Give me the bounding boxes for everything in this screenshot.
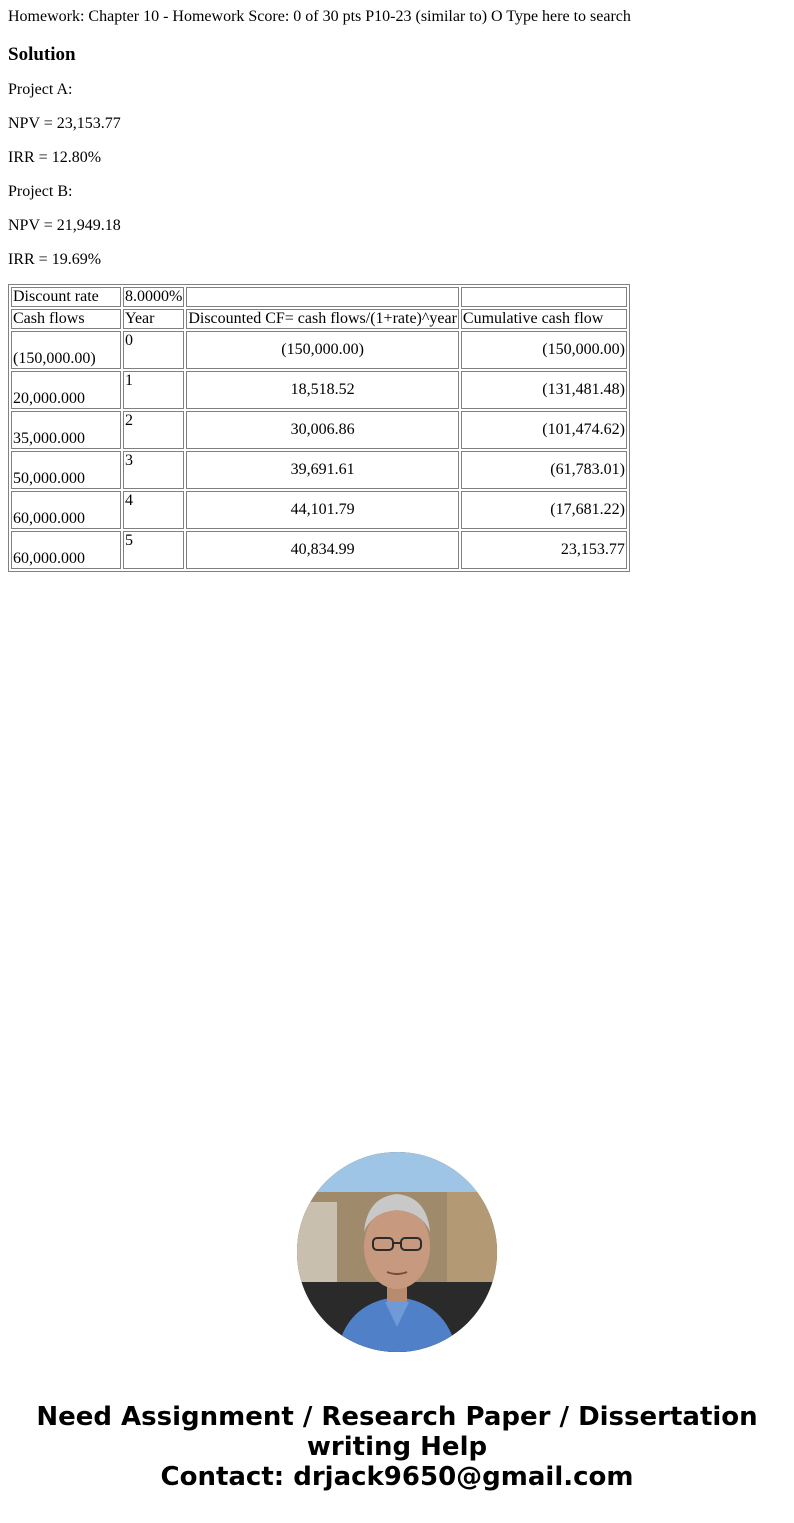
project-b-label: Project B: [8,183,73,200]
table-row [11,411,627,449]
discount-rate-label: Discount rate [11,287,121,307]
project-a-label: Project A: [8,81,73,98]
promo-line-2: writing Help [306,1432,488,1462]
cell-cumulative-cf: (150,000.00) [461,331,627,369]
header-discounted-cf: Discounted CF= cash flows/(1+rate)^year [188,310,457,327]
cell-year: 4 [123,491,184,529]
promo-contact: Contact: drjack9650@gmail.com [160,1462,634,1492]
cell-discounted-cf: 40,834.99 [186,531,459,569]
person-portrait-icon [297,1152,497,1352]
npv-calculation-table [8,284,630,572]
cell-cumulative-cf: 23,153.77 [461,531,627,569]
discount-rate-row [11,287,627,307]
promo-line-1: Need Assignment / Research Paper / Dissertation [36,1402,758,1432]
cell-cash-flow: 60,000.000 [11,531,121,569]
promo-text [0,1402,794,1492]
cell-discounted-cf: (150,000.00) [186,331,459,369]
table-row [11,331,627,369]
project-a-irr: IRR = 12.80% [8,149,102,166]
header-year: Year [123,309,184,329]
table-header-row [11,309,627,329]
cell-discounted-cf: 44,101.79 [186,491,459,529]
project-a-npv: NPV = 23,153.77 [8,115,121,132]
table-row [11,491,627,529]
cell-cash-flow: 35,000.000 [11,411,121,449]
page-content [8,0,786,572]
cell-cash-flow: 50,000.000 [11,451,121,489]
project-b-npv: NPV = 21,949.18 [8,217,121,234]
avatar [297,1152,497,1352]
cell-year: 0 [123,331,184,369]
empty-cell [461,287,627,307]
table-row [11,531,627,569]
cell-year: 2 [123,411,184,449]
cell-cash-flow: 20,000.000 [11,371,121,409]
cell-discounted-cf: 18,518.52 [186,371,459,409]
table-row [11,451,627,489]
cell-year: 5 [123,531,184,569]
cell-cash-flow: 60,000.000 [11,491,121,529]
cell-cumulative-cf: (17,681.22) [461,491,627,529]
header-cumulative-cf: Cumulative cash flow [461,309,627,329]
cell-discounted-cf: 39,691.61 [186,451,459,489]
discount-rate-value: 8.0000% [125,288,183,305]
table-row [11,371,627,409]
promo-section [0,1152,794,1492]
cell-cumulative-cf: (131,481.48) [461,371,627,409]
cell-year: 1 [123,371,184,409]
cell-discounted-cf: 30,006.86 [186,411,459,449]
homework-header: Homework: Chapter 10 - Homework Score: 0 of 30 pts P10-23 (similar to) O Type here to search [8,8,631,25]
cell-cash-flow: (150,000.00) [11,331,121,369]
cell-cumulative-cf: (101,474.62) [461,411,627,449]
cell-year: 3 [123,451,184,489]
empty-cell [186,287,459,307]
header-cash-flows: Cash flows [11,309,121,329]
cell-cumulative-cf: (61,783.01) [461,451,627,489]
project-b-irr: IRR = 19.69% [8,251,102,268]
solution-heading: Solution [8,44,76,65]
